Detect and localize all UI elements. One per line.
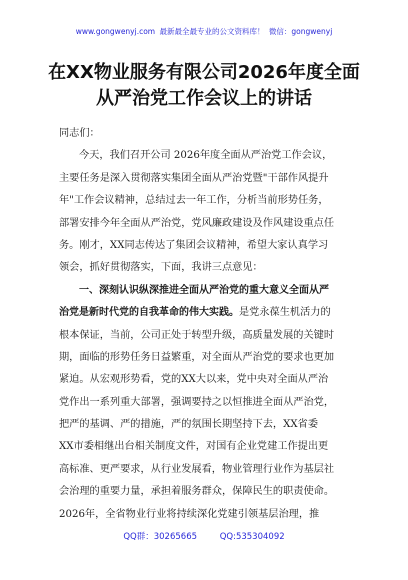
body-line: 会治理的重要力量，承担着服务群众，保障民生的职责使命。 xyxy=(59,486,335,498)
section-heading-continued xyxy=(59,302,361,324)
header-banner xyxy=(0,26,408,37)
body-line: 部署安排今年全面从严治党，党风廉政建设及作风建设重点任 xyxy=(59,217,335,229)
body-line: XX市委相继出台相关制度文件，对国有企业党建工作提出更 xyxy=(59,441,329,453)
body-line: 务。刚才，XX同志传达了集团会议精神，希望大家认真学习 xyxy=(59,239,329,251)
site-tagline: 最新最全最专业的公文资料库！ xyxy=(159,27,265,36)
section-heading: 一、深刻认识纵深推进全面从严治党的重大意义全面从严 xyxy=(79,284,329,296)
body-line: 党作出一系列重大部署，强调要持之以恒推进全面从严治党， xyxy=(59,396,335,408)
qq-number: QQ:535304092 xyxy=(219,532,285,542)
site-link[interactable]: www.gongwenyj.com xyxy=(75,27,156,36)
document-title xyxy=(40,60,368,112)
footer-contact xyxy=(0,530,408,542)
body-line: 高标准、更严要求，从行业发展看，物业管理行业作为基层社 xyxy=(59,463,335,475)
body-line: 年"工作会议精神，总结过去一年工作，分析当前形势任务， xyxy=(59,195,329,207)
body-line: 领会，抓好贯彻落实，下面，我讲三点意见： xyxy=(59,262,263,274)
title-line-1: 在XX物业服务有限公司2026年度全面 xyxy=(48,62,360,83)
body-text: 是党永葆生机活力的 xyxy=(239,307,331,319)
speech-body xyxy=(59,123,361,526)
qq-group: QQ群：30265665 xyxy=(123,532,198,542)
section-heading-bold: 治党是新时代党的自我革命的伟大实践。 xyxy=(59,307,239,319)
salutation: 同志们： xyxy=(59,128,100,139)
body-line: 主要任务是深入贯彻落实集团全面从严治党暨"干部作风提升 xyxy=(59,172,329,184)
body-line: 期，面临的形势任务日益繁重，对全面从严治党的要求也更加 xyxy=(59,351,335,363)
body-line: 2026年，全省物业行业将持续深化党建引领基层治理，推 xyxy=(59,508,320,520)
body-line: 今天，我们召开公司 2026年度全面从严治党工作会议， xyxy=(79,150,333,162)
title-line-2: 从严治党工作会议上的讲话 xyxy=(96,88,312,109)
body-line: 根本保证，当前，公司正处于转型升级，高质量发展的关键时 xyxy=(59,329,335,341)
body-line: 紧迫。从宏观形势看，党的XX大以来，党中央对全面从严治 xyxy=(59,374,329,386)
body-line: 把严的基调、严的措施，严的氛围长期坚持下去，XX省委 xyxy=(59,419,319,431)
wechat-id: 微信：gongwenyj xyxy=(268,27,333,36)
